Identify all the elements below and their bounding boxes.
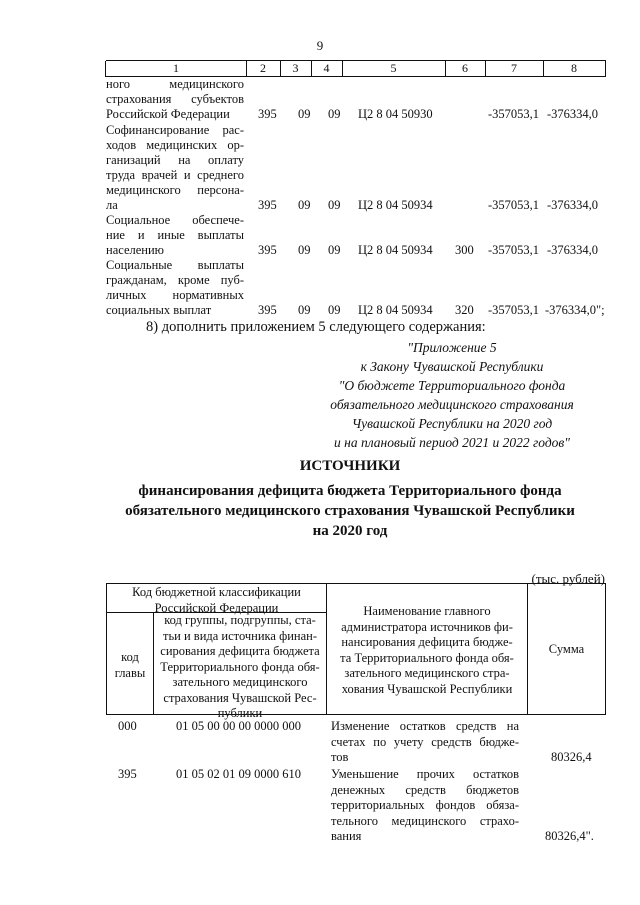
expense-kind: 300 <box>455 243 474 257</box>
document-subtitle-line: финансирования дефицита бюджета Территориального фонда <box>138 483 562 499</box>
units-label: (тыс. рублей) <box>531 571 605 586</box>
expense-kind: 320 <box>455 303 474 317</box>
chapter-code: 395 <box>118 767 137 781</box>
subsection-code: 09 <box>328 107 341 121</box>
page-number: 9 <box>316 38 324 53</box>
col-header-6: 6 <box>462 61 468 75</box>
table-row-description: Софинансирование рас- ходов медицинских ор- ганизаций на оплату труда врачей и среднего медицинского персона- ла <box>106 123 244 212</box>
target-code: Ц2 8 04 50930 <box>358 107 433 121</box>
target-code: Ц2 8 04 50934 <box>358 198 433 212</box>
chapter-code-header: код главы <box>114 650 146 680</box>
total-amount: -376334,0 <box>547 107 599 121</box>
total-amount: -376334,0"; <box>545 303 605 317</box>
col-header-1: 1 <box>173 61 179 75</box>
col-header-5: 5 <box>390 61 397 75</box>
section-code: 09 <box>298 198 311 212</box>
col-header-8: 8 <box>571 61 577 75</box>
source-name: Изменение остатков средств на счетах по учету средств бюдже- тов <box>331 719 519 764</box>
source-name: Уменьшение прочих остатков денежных средств бюджетов территориальных фондов обяза- тельного медицинского страхо- вания <box>331 767 519 843</box>
source-code-header: код группы, подгруппы, ста- тьи и вида источника финан- сирования дефицита бюджета Территориального фонда обя- зательного медицинского страхования Чувашской Рес- публики <box>160 613 320 720</box>
section-code: 09 <box>298 107 311 121</box>
admin-code: 395 <box>258 198 277 212</box>
subsection-code: 09 <box>328 198 341 212</box>
change-amount: -357053,1 <box>488 107 540 121</box>
col-header-2: 2 <box>260 61 266 75</box>
appendix-caption: "Приложение 5 к Закону Чувашской Республики "О бюджете Территориального фонда обязательного медицинского страхования Чувашской Республики на 2020 год и на плановый период 2021 и 2022 годов" <box>330 340 574 450</box>
total-amount: -376334,0 <box>547 198 599 212</box>
document-subtitle-line: на 2020 год <box>312 523 388 539</box>
col-header-7: 7 <box>511 61 517 75</box>
table-row-description: Социальное обеспече- ние и иные выплаты населению <box>106 213 244 257</box>
change-amount: -357053,1 <box>488 303 540 317</box>
change-amount: -357053,1 <box>488 243 540 257</box>
admin-code: 395 <box>258 107 277 121</box>
table-row-description: ного медицинского страхования субъектов Российской Федерации <box>106 77 244 121</box>
source-code: 01 05 00 00 00 0000 000 <box>176 719 301 733</box>
document-title: ИСТОЧНИКИ <box>299 458 401 474</box>
chapter-code: 000 <box>118 719 137 733</box>
table-row-description: Социальные выплаты гражданам, кроме пуб- личных нормативных социальных выплат <box>106 258 244 317</box>
target-code: Ц2 8 04 50934 <box>358 243 433 257</box>
col-header-4: 4 <box>323 61 330 75</box>
classification-group-header: Код бюджетной классификации Российской Федерации <box>132 585 301 615</box>
amendment-paragraph: 8) дополнить приложением 5 следующего содержания: <box>146 319 486 335</box>
source-sum: 80326,4". <box>545 829 594 843</box>
sources-table-header <box>106 583 606 720</box>
top-table-header <box>106 60 606 77</box>
subsection-code: 09 <box>328 243 341 257</box>
document-subtitle-line: обязательного медицинского страхования Чувашской Республики <box>125 503 575 519</box>
source-code: 01 05 02 01 09 0000 610 <box>176 767 301 781</box>
change-amount: -357053,1 <box>488 198 540 212</box>
source-sum: 80326,4 <box>551 750 592 764</box>
total-amount: -376334,0 <box>547 243 599 257</box>
section-code: 09 <box>298 303 311 317</box>
administrator-name-header: Наименование главного администратора источников фи- нансирования дефицита бюдже- та Территориального фонда обя- зательного медицинского стра- хования Чувашской Республики <box>340 604 514 696</box>
target-code: Ц2 8 04 50934 <box>358 303 433 317</box>
col-header-3: 3 <box>292 61 299 75</box>
subsection-code: 09 <box>328 303 341 317</box>
section-code: 09 <box>298 243 311 257</box>
admin-code: 395 <box>258 303 277 317</box>
admin-code: 395 <box>258 243 277 257</box>
sum-header: Сумма <box>548 642 585 656</box>
